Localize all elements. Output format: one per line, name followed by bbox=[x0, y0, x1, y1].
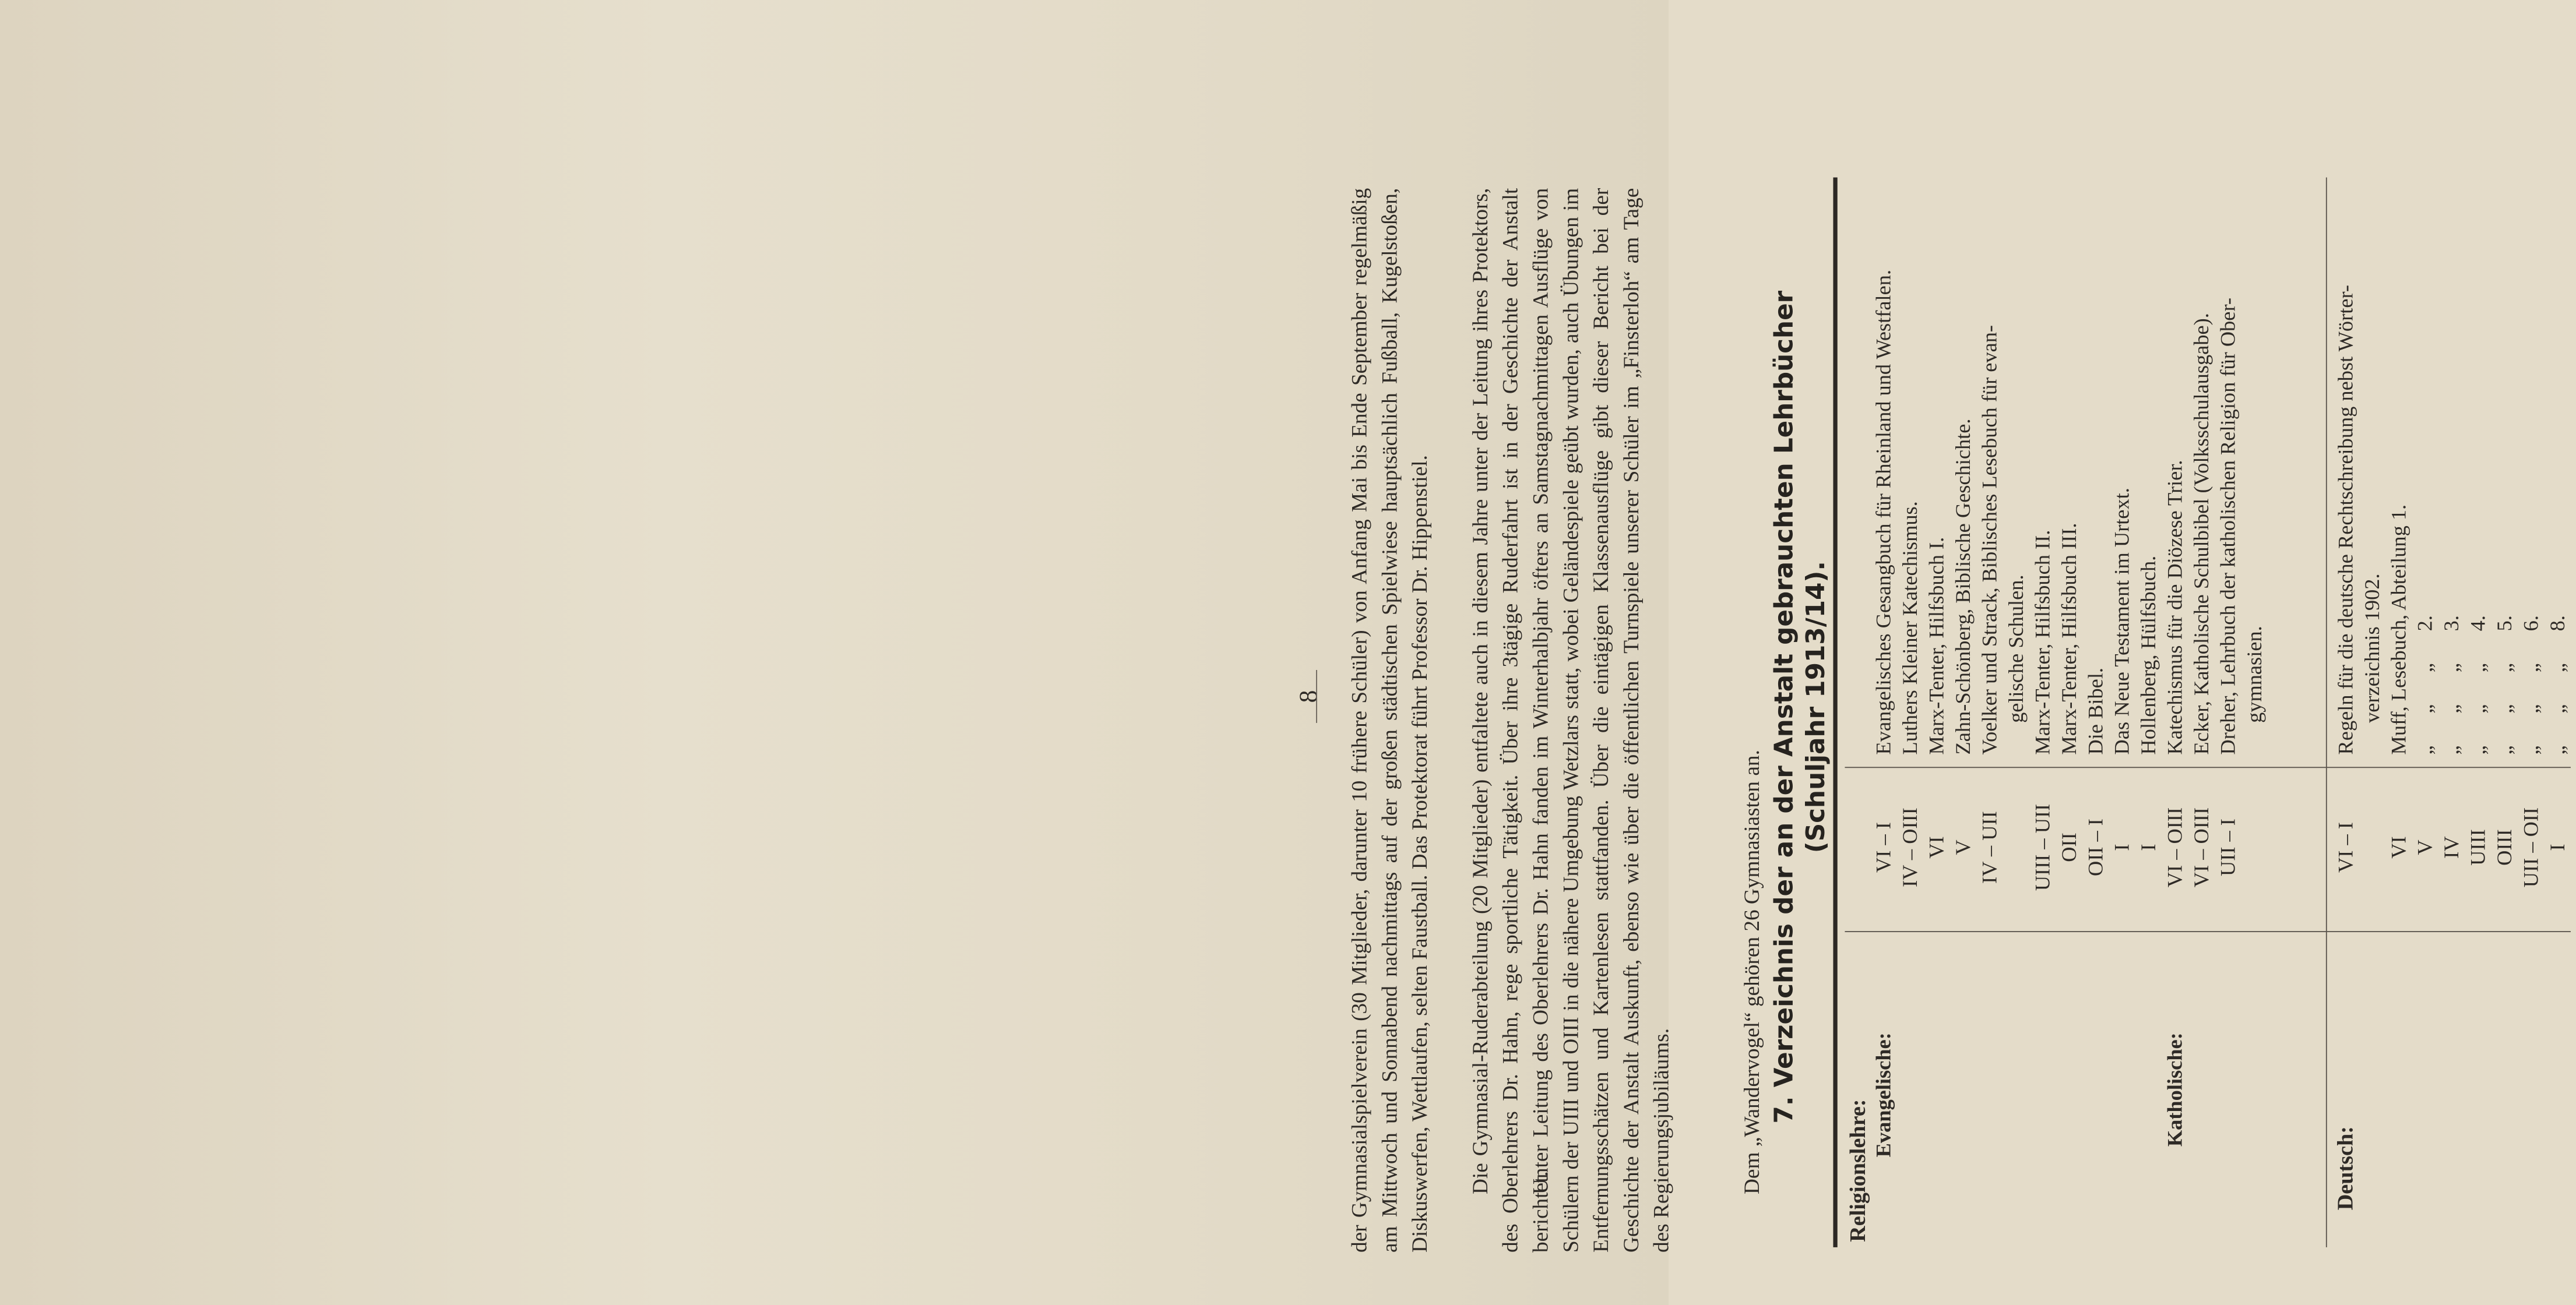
section-heading bbox=[1768, 161, 1832, 1253]
section-heading-line-1: 7. Verzeichnis der an der Anstalt gebrauchten Lehrbücher bbox=[1769, 290, 1799, 1124]
class-range: OII bbox=[2057, 833, 2081, 862]
class-range: VI bbox=[1924, 836, 1948, 859]
category-deutsch: Deutsch: bbox=[2333, 1126, 2358, 1211]
class-range: UII – I bbox=[2215, 819, 2240, 877]
textbook-line: Dreher, Lehrbuch der katholischen Religion für Ober- bbox=[2215, 298, 2240, 755]
paragraph-gymnasialspielverein: der Gymnasialspielverein (30 Mitglieder, darunter 10 frühere Schüler) von Anfang Mai bis Ende September regelmäßig am Mittwoch und Sonnabend nachmittags auf der großen städtischen Spielwiese hauptsächlich Fußball, Kugelstoßen, Diskuswerfen, Wettlaufen, selten Faustball. Das Protektorat führt Professor Dr. Hippenstiel. bbox=[1346, 188, 1432, 1253]
class-range: VI – OIII bbox=[2162, 807, 2187, 888]
textbook-entry bbox=[2332, 172, 2385, 754]
class-range: IV bbox=[2439, 836, 2464, 859]
class-range: VI bbox=[2386, 836, 2410, 859]
paragraph-text: Die Gymnasial-Ruderabteilung (20 Mitglieder) entfaltete auch in diesem Jahre unter der Leitung ihres Protektors, des Oberlehrers Dr. Hahn, rege sportliche Tätigkeit. Über ihre 3tägige Ruderfahrt ist in der Geschichte der Anstalt berichtet. bbox=[1468, 188, 1553, 1253]
textbook-entry: Marx-Tenter, Hilfsbuch III. bbox=[2057, 523, 2081, 755]
class-range: I bbox=[2136, 844, 2160, 851]
class-range: IV – UII bbox=[1977, 811, 2001, 884]
page-number: 8 bbox=[1294, 690, 1323, 703]
textbook-entry: Zahn-Schönberg, Biblische Geschichte. bbox=[1951, 418, 1975, 755]
textbook-line-continued: verzeichnis 1902. bbox=[2360, 573, 2384, 723]
class-range: VI – I bbox=[1871, 822, 1895, 873]
class-range: V bbox=[1951, 840, 1975, 855]
paragraph-text: Dem „Wandervogel“ gehören 26 Gymnasiasten an. bbox=[1739, 750, 1764, 1194]
class-range: OIII bbox=[2492, 829, 2517, 866]
textbook-entry: Marx-Tenter, Hilfsbuch I. bbox=[1924, 537, 1948, 755]
class-range: UII – OII bbox=[2518, 807, 2543, 888]
textbook-line: Regeln für die deutsche Rechtschreibung nebst Wörter- bbox=[2333, 285, 2357, 755]
textbook-entry: Luthers Kleiner Katechismus. bbox=[1898, 501, 1922, 755]
textbook-line-continued: gelische Schulen. bbox=[2004, 574, 2028, 723]
section-heading-line-2: (Schuljahr 1913/14). bbox=[1801, 561, 1831, 853]
textbook-entry: Die Bibel. bbox=[2083, 667, 2107, 755]
class-range: VI – OIII bbox=[2189, 807, 2213, 888]
document-body bbox=[1294, 140, 2576, 1253]
page-number-rule bbox=[1316, 670, 1317, 723]
textbook-entry: Muff, Lesebuch, Abteilung 1. bbox=[2386, 504, 2410, 755]
class-range: OII – I bbox=[2083, 819, 2107, 877]
paragraph-ausfluege bbox=[1525, 188, 1676, 1253]
subcategory-evangelische: Evangelische: bbox=[1871, 1032, 1895, 1158]
class-range: VI – I bbox=[2333, 822, 2357, 873]
textbook-entry bbox=[1976, 172, 2029, 754]
subcategory-katholische: Katholische: bbox=[2162, 1032, 2187, 1147]
table-section-rule bbox=[2326, 178, 2327, 1247]
textbook-entry: Marx-Tenter, Hilfsbuch II. bbox=[2030, 530, 2054, 755]
textbook-line-continued: gymnasien. bbox=[2242, 626, 2267, 723]
textbook-line: Voelker und Strack, Biblisches Lesebuch für evan- bbox=[1977, 325, 2001, 755]
class-range: I bbox=[2110, 844, 2134, 851]
paragraph-wandervogel bbox=[1737, 188, 1767, 1253]
category-religionslehre: Religionslehre: bbox=[1846, 1099, 1871, 1242]
textbook-entry: Ecker, Katholische Schulbibel (Volksschulausgabe). bbox=[2189, 313, 2213, 755]
textbook-entry: „ „ „ 8. bbox=[2545, 615, 2570, 755]
column-divider-subject bbox=[1845, 931, 2570, 932]
class-range: V bbox=[2413, 840, 2437, 855]
textbook-entry: Das Neue Testament im Urtext. bbox=[2110, 488, 2134, 755]
paragraph-text: Unter Leitung des Oberlehrers Dr. Hahn fanden im Winterhalbjahr öfters an Samstagnachmittagen Ausflüge von Schülern der UIII und OIII in die nähere Umgebung Wetzlars statt, wobei Geländespiele geübt wurden, auch Übungen im Entfernungsschätzen und Kartenlesen stattfanden. Über die eintägigen Klassenausflüge gibt dieser Bericht bei der Geschichte der Anstalt Auskunft, ebenso wie über die öffentlichen Turnspiele unserer Schüler im „Finsterloh“ am Tage des Regierungsjubiläums. bbox=[1528, 188, 1673, 1253]
class-range: IV – OIII bbox=[1898, 807, 1922, 887]
textbook-entry: Evangelisches Gesangbuch für Rheinland und Westfalen. bbox=[1871, 269, 1895, 755]
class-range: I bbox=[2545, 844, 2570, 851]
textbook-entry: „ „ „ 4. bbox=[2465, 615, 2490, 755]
class-range: UIII bbox=[2465, 829, 2490, 866]
table-top-rule bbox=[1833, 178, 1837, 1247]
textbook-entry bbox=[2215, 172, 2268, 754]
textbook-entry: Hollenberg, Hülfsbuch. bbox=[2136, 555, 2160, 755]
class-range: UIII – UII bbox=[2030, 803, 2054, 891]
textbook-entry: „ „ „ 3. bbox=[2439, 615, 2464, 755]
column-divider-class bbox=[1845, 767, 2570, 768]
textbook-entry: „ „ „ 6. bbox=[2518, 615, 2543, 755]
textbook-entry: „ „ „ 5. bbox=[2492, 615, 2517, 755]
textbook-entry: „ „ „ 2. bbox=[2413, 615, 2437, 755]
textbook-entry: Katechismus für die Diözese Trier. bbox=[2162, 460, 2187, 755]
